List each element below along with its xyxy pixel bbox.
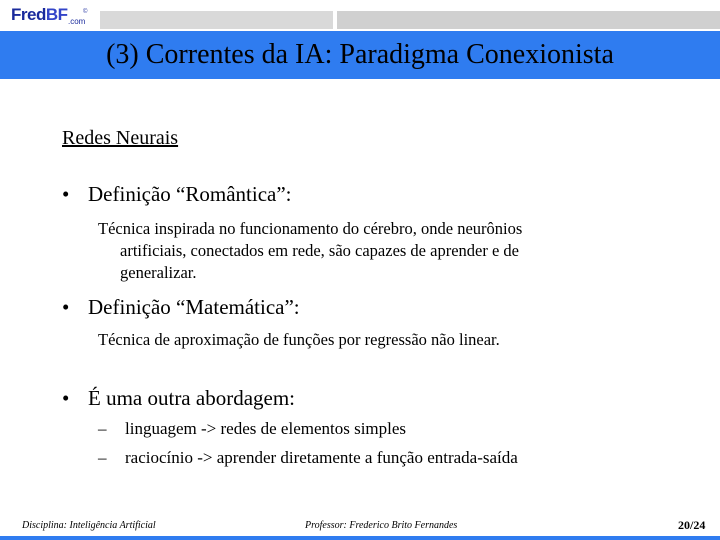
dash-mark: – (98, 448, 107, 467)
sub-item-text: raciocínio -> aprender diretamente a função entrada-saída (125, 448, 518, 467)
bullet-dot: • (62, 182, 70, 206)
bullet-dot: • (62, 386, 70, 410)
header-decor-bar-right (337, 11, 720, 29)
romantic-definition-text (98, 218, 638, 284)
page-number: 20/24 (678, 518, 706, 532)
logo-suffix: .com (68, 17, 86, 26)
logo-accent: BF (45, 5, 68, 24)
sub-item-reasoning (98, 448, 518, 468)
title-band (0, 31, 720, 79)
fredbf-logo (4, 3, 90, 29)
bullet-another-approach (62, 386, 295, 411)
logo-copyright-mark: © (83, 9, 88, 15)
logo-text (11, 5, 68, 25)
slide-title: (3) Correntes da IA: Paradigma Conexionista (106, 39, 614, 70)
para-line-1: Técnica de aproximação de funções por regressão não linear. (98, 330, 500, 349)
footer-accent-line (0, 536, 720, 540)
bullet-label: Definição “Romântica”: (88, 182, 292, 206)
footer-professor: Professor: Frederico Brito Fernandes (305, 520, 458, 531)
logo-main: Fred (11, 5, 46, 24)
bullet-romantic-definition (62, 182, 292, 207)
dash-mark: – (98, 419, 107, 438)
section-subtitle: Redes Neurais (62, 127, 179, 149)
footer-course: Disciplina: Inteligência Artificial (22, 520, 156, 531)
para-line-1: Técnica inspirada no funcionamento do cérebro, onde neurônios (98, 219, 523, 238)
bullet-dot: • (62, 295, 70, 319)
para-line-3: generalizar. (120, 263, 197, 282)
bullet-mathematical-definition (62, 295, 300, 320)
para-line-2: artificiais, conectados em rede, são capazes de aprender e de (120, 241, 519, 260)
header-decor-bar-left (100, 11, 333, 29)
bullet-label: Definição “Matemática”: (88, 295, 300, 319)
mathematical-definition-text (98, 329, 638, 351)
top-strip (0, 0, 720, 30)
sub-item-text: linguagem -> redes de elementos simples (125, 419, 407, 438)
sub-item-language (98, 419, 406, 439)
bullet-label: É uma outra abordagem: (88, 386, 296, 410)
